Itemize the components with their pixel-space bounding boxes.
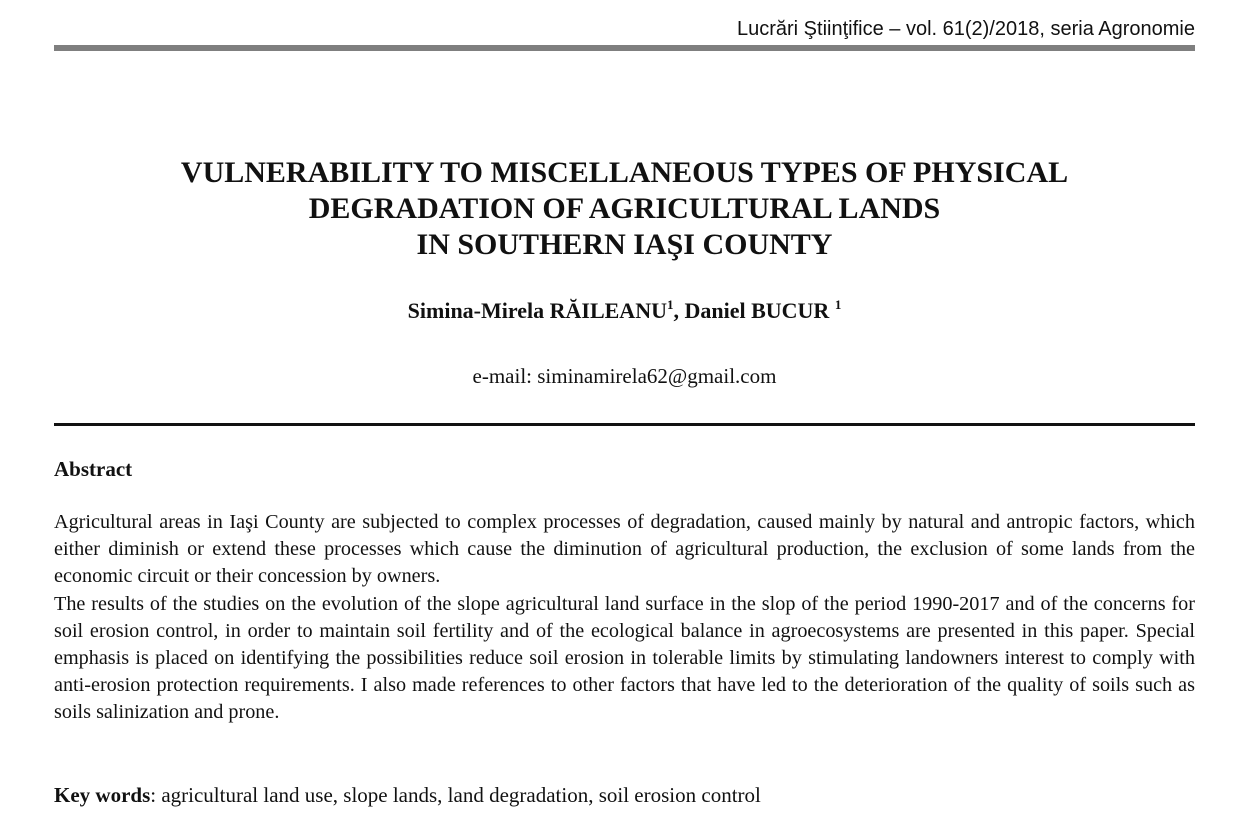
abstract-heading: Abstract (54, 457, 133, 481)
header-rule (54, 45, 1195, 51)
author-affiliation-mark: 1 (834, 297, 842, 312)
author-separator: , (673, 298, 685, 323)
abstract-body (54, 509, 1195, 727)
journal-header: Lucrări Ştiinţifice – vol. 61(2)/2018, seria Agronomie (736, 18, 1195, 40)
keywords (54, 781, 1195, 809)
paper-title (54, 155, 1195, 263)
author-list (54, 296, 1195, 329)
title-line-2: DEGRADATION OF AGRICULTURAL LANDS (308, 192, 941, 225)
keywords-list: : agricultural land use, slope lands, land degradation, soil erosion control (150, 783, 761, 807)
keywords-label: Key words (54, 783, 151, 807)
contact-email: e-mail: siminamirela62@gmail.com (472, 364, 777, 388)
author-affiliation-mark: 1 (666, 297, 674, 312)
title-line-1: VULNERABILITY TO MISCELLANEOUS TYPES OF PHYSICAL (180, 156, 1069, 189)
author-name: Simina-Mirela RĂILEANU (407, 298, 667, 323)
paper-page (54, 0, 1195, 822)
author-name: Daniel BUCUR (684, 298, 830, 323)
section-divider (54, 423, 1195, 426)
abstract-paragraph: The results of the studies on the evolution of the slope agricultural land surface in the slop of the period 1990-2017 and of the concerns for soil erosion control, in order to maintain soil fertility and of the ecological balance in agroecosystems are presented in this paper. Special emphasis is placed on identifying the possibilities reduce soil erosion in tolerable limits by stimulating landowners interest to comply with anti-erosion protection requirements. I also made references to other factors that have led to the deterioration of the quality of soils such as soils salinization and prone. (54, 592, 1195, 724)
title-line-3: IN SOUTHERN IAŞI COUNTY (416, 228, 833, 261)
abstract-paragraph: Agricultural areas in Iaşi County are subjected to complex processes of degradation, caused mainly by natural and antropic factors, which either diminish or extend these processes which cause the diminution of agricultural production, the exclusion of some lands from the economic circuit or their concession by owners. (54, 511, 1195, 588)
